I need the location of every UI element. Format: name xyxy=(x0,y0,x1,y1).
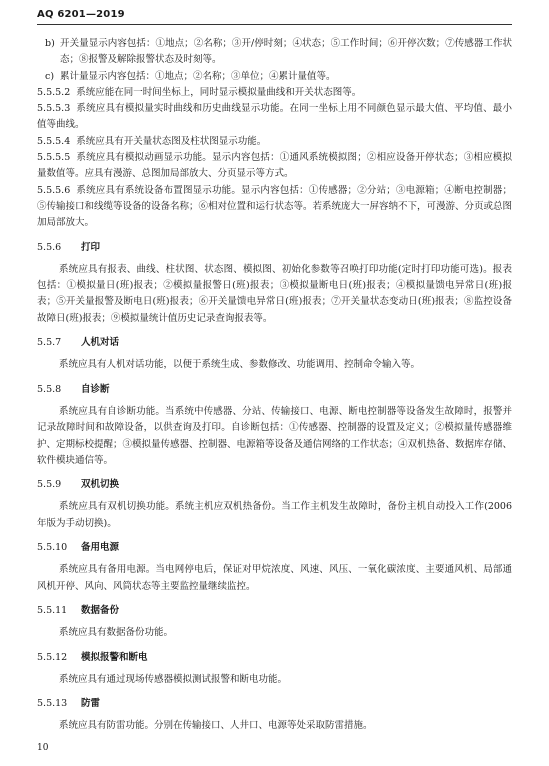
section-body: 系统应具有通过现场传感器模拟测试报警和断电功能。 xyxy=(59,673,288,685)
section-heading-simulated-alarm xyxy=(37,650,512,666)
section-title: 数据备份 xyxy=(81,604,120,616)
clause-text: 系统应具有系统设备布置图显示功能。显示内容包括：①传感器；②分站；③电源箱；④断电控制器；⑤传输接口和线缆等设备的设备名称；⑥相对位置和运行状态等。若系统庞大一屏容纳不下，可漫游、分页或总图加局部放大。 xyxy=(37,184,513,229)
section-body: 系统应具有报表、曲线、柱状图、状态图、模拟图、初始化参数等召唤打印功能(定时打印功能可选)。报表包括：①模拟量日(班)报表；②模拟量报警日(班)报表；③模拟量断电日(班)报表；④模拟量馈电异常日(班)报表；⑤开关量报警及断电日(班)报表；⑥开关量馈电异常日(班)报表；⑦开关量状态变动日(班)报表；⑧监控设备故障日(班)报表；⑨模拟量统计值历史记录查询报表等。 xyxy=(37,263,512,324)
clause-number: 5.5.5.6 xyxy=(37,184,71,196)
section-body: 系统应具有双机切换功能。系统主机应双机热备份。当工作主机发生故障时，备份主机自动投入工作(2006年版为手动切换)。 xyxy=(37,501,512,529)
section-number: 5.5.13 xyxy=(37,698,68,710)
clause xyxy=(37,183,512,232)
clause-text: 系统应具有模拟动画显示功能。显示内容包括：①通风系统模拟图；②相应设备开停状态；③相应模拟量数值等。应具有漫游、总图加局部放大、分页显示等方式。 xyxy=(37,152,512,180)
section-heading-print xyxy=(37,240,512,256)
section-title: 自诊断 xyxy=(81,383,110,395)
page-number: 10 xyxy=(37,743,49,753)
clause-number: 5.5.5.3 xyxy=(37,103,71,115)
section-title: 防雷 xyxy=(81,698,101,710)
clause-text: 系统应具有开关量状态图及柱状图显示功能。 xyxy=(76,135,267,147)
section-number: 5.5.9 xyxy=(37,479,62,491)
clause xyxy=(37,85,512,101)
section-number: 5.5.10 xyxy=(37,542,68,554)
section-title: 备用电源 xyxy=(81,542,120,554)
section-body: 系统应具有自诊断功能。当系统中传感器、分站、传输接口、电源、断电控制器等设备发生故障时，报警并记录故障时间和故障设备，以供查询及打印。自诊断包括：①传感器、控制器的设置及定义；②模拟量传感器维护、定期标校提醒；③模拟量传感器、控制器、电源箱等设备及通信网络的工作状态；④双机热备、数据库存储、软件模块通信等。 xyxy=(37,405,513,466)
clause xyxy=(37,134,512,150)
list-item-text: 累计量显示内容包括：①地点；②名称；③单位；④累计量值等。 xyxy=(60,70,336,82)
section-number: 5.5.6 xyxy=(37,241,62,253)
document-header: AQ 6201—2019 xyxy=(37,9,125,20)
list-item-label: c) xyxy=(45,70,55,82)
section-body: 系统应具有备用电源。当电网停电后，保证对甲烷浓度、风速、风压、一氧化碳浓度、主要通风机、局部通风机开停、风向、风筒状态等主要监控量继续监控。 xyxy=(37,564,512,592)
clause-text: 系统应能在同一时间坐标上，同时显示模拟量曲线和开关状态图等。 xyxy=(76,86,362,98)
section-number: 5.5.11 xyxy=(37,604,68,616)
section-title: 模拟报警和断电 xyxy=(81,651,148,663)
clause-number: 5.5.5.4 xyxy=(37,135,71,147)
clause xyxy=(37,101,512,134)
list-item-label: b) xyxy=(45,38,55,49)
section-number: 5.5.8 xyxy=(37,383,62,395)
section-title: 打印 xyxy=(81,241,101,253)
section-heading-dual-switch xyxy=(37,477,512,493)
section-body: 系统应具有人机对话功能，以便于系统生成、参数修改、功能调用、控制命令输入等。 xyxy=(59,359,421,371)
section-title: 人机对话 xyxy=(81,337,120,349)
section-body: 系统应具有防雷功能。分别在传输接口、人井口、电源等处采取防雷措施。 xyxy=(59,720,373,732)
section-number: 5.5.7 xyxy=(37,337,62,349)
section-heading-data-backup xyxy=(37,603,512,619)
section-heading-self-diagnosis xyxy=(37,382,512,398)
clause-text: 系统应具有模拟量实时曲线和历史曲线显示功能。在同一坐标上用不同颜色显示最大值、平均值、最小值等曲线。 xyxy=(37,103,512,131)
section-heading-lightning xyxy=(37,696,512,712)
section-number: 5.5.12 xyxy=(37,651,68,663)
list-item-text: 开关量显示内容包括：①地点；②名称；③开/停时刻；④状态；⑤工作时间；⑥开停次数；⑦传感器工作状态；⑧报警及解除报警状态及时刻等。 xyxy=(60,38,512,66)
page-content xyxy=(37,36,512,735)
section-heading-dialog xyxy=(37,335,512,351)
clause-number: 5.5.5.5 xyxy=(37,152,71,164)
section-title: 双机切换 xyxy=(81,479,120,491)
clause-number: 5.5.5.2 xyxy=(37,86,71,98)
section-heading-backup-power xyxy=(37,540,512,556)
list-item xyxy=(37,36,512,69)
list-item xyxy=(37,69,512,85)
header-rule xyxy=(37,24,512,25)
section-body: 系统应具有数据备份功能。 xyxy=(59,627,174,639)
clause xyxy=(37,150,512,183)
